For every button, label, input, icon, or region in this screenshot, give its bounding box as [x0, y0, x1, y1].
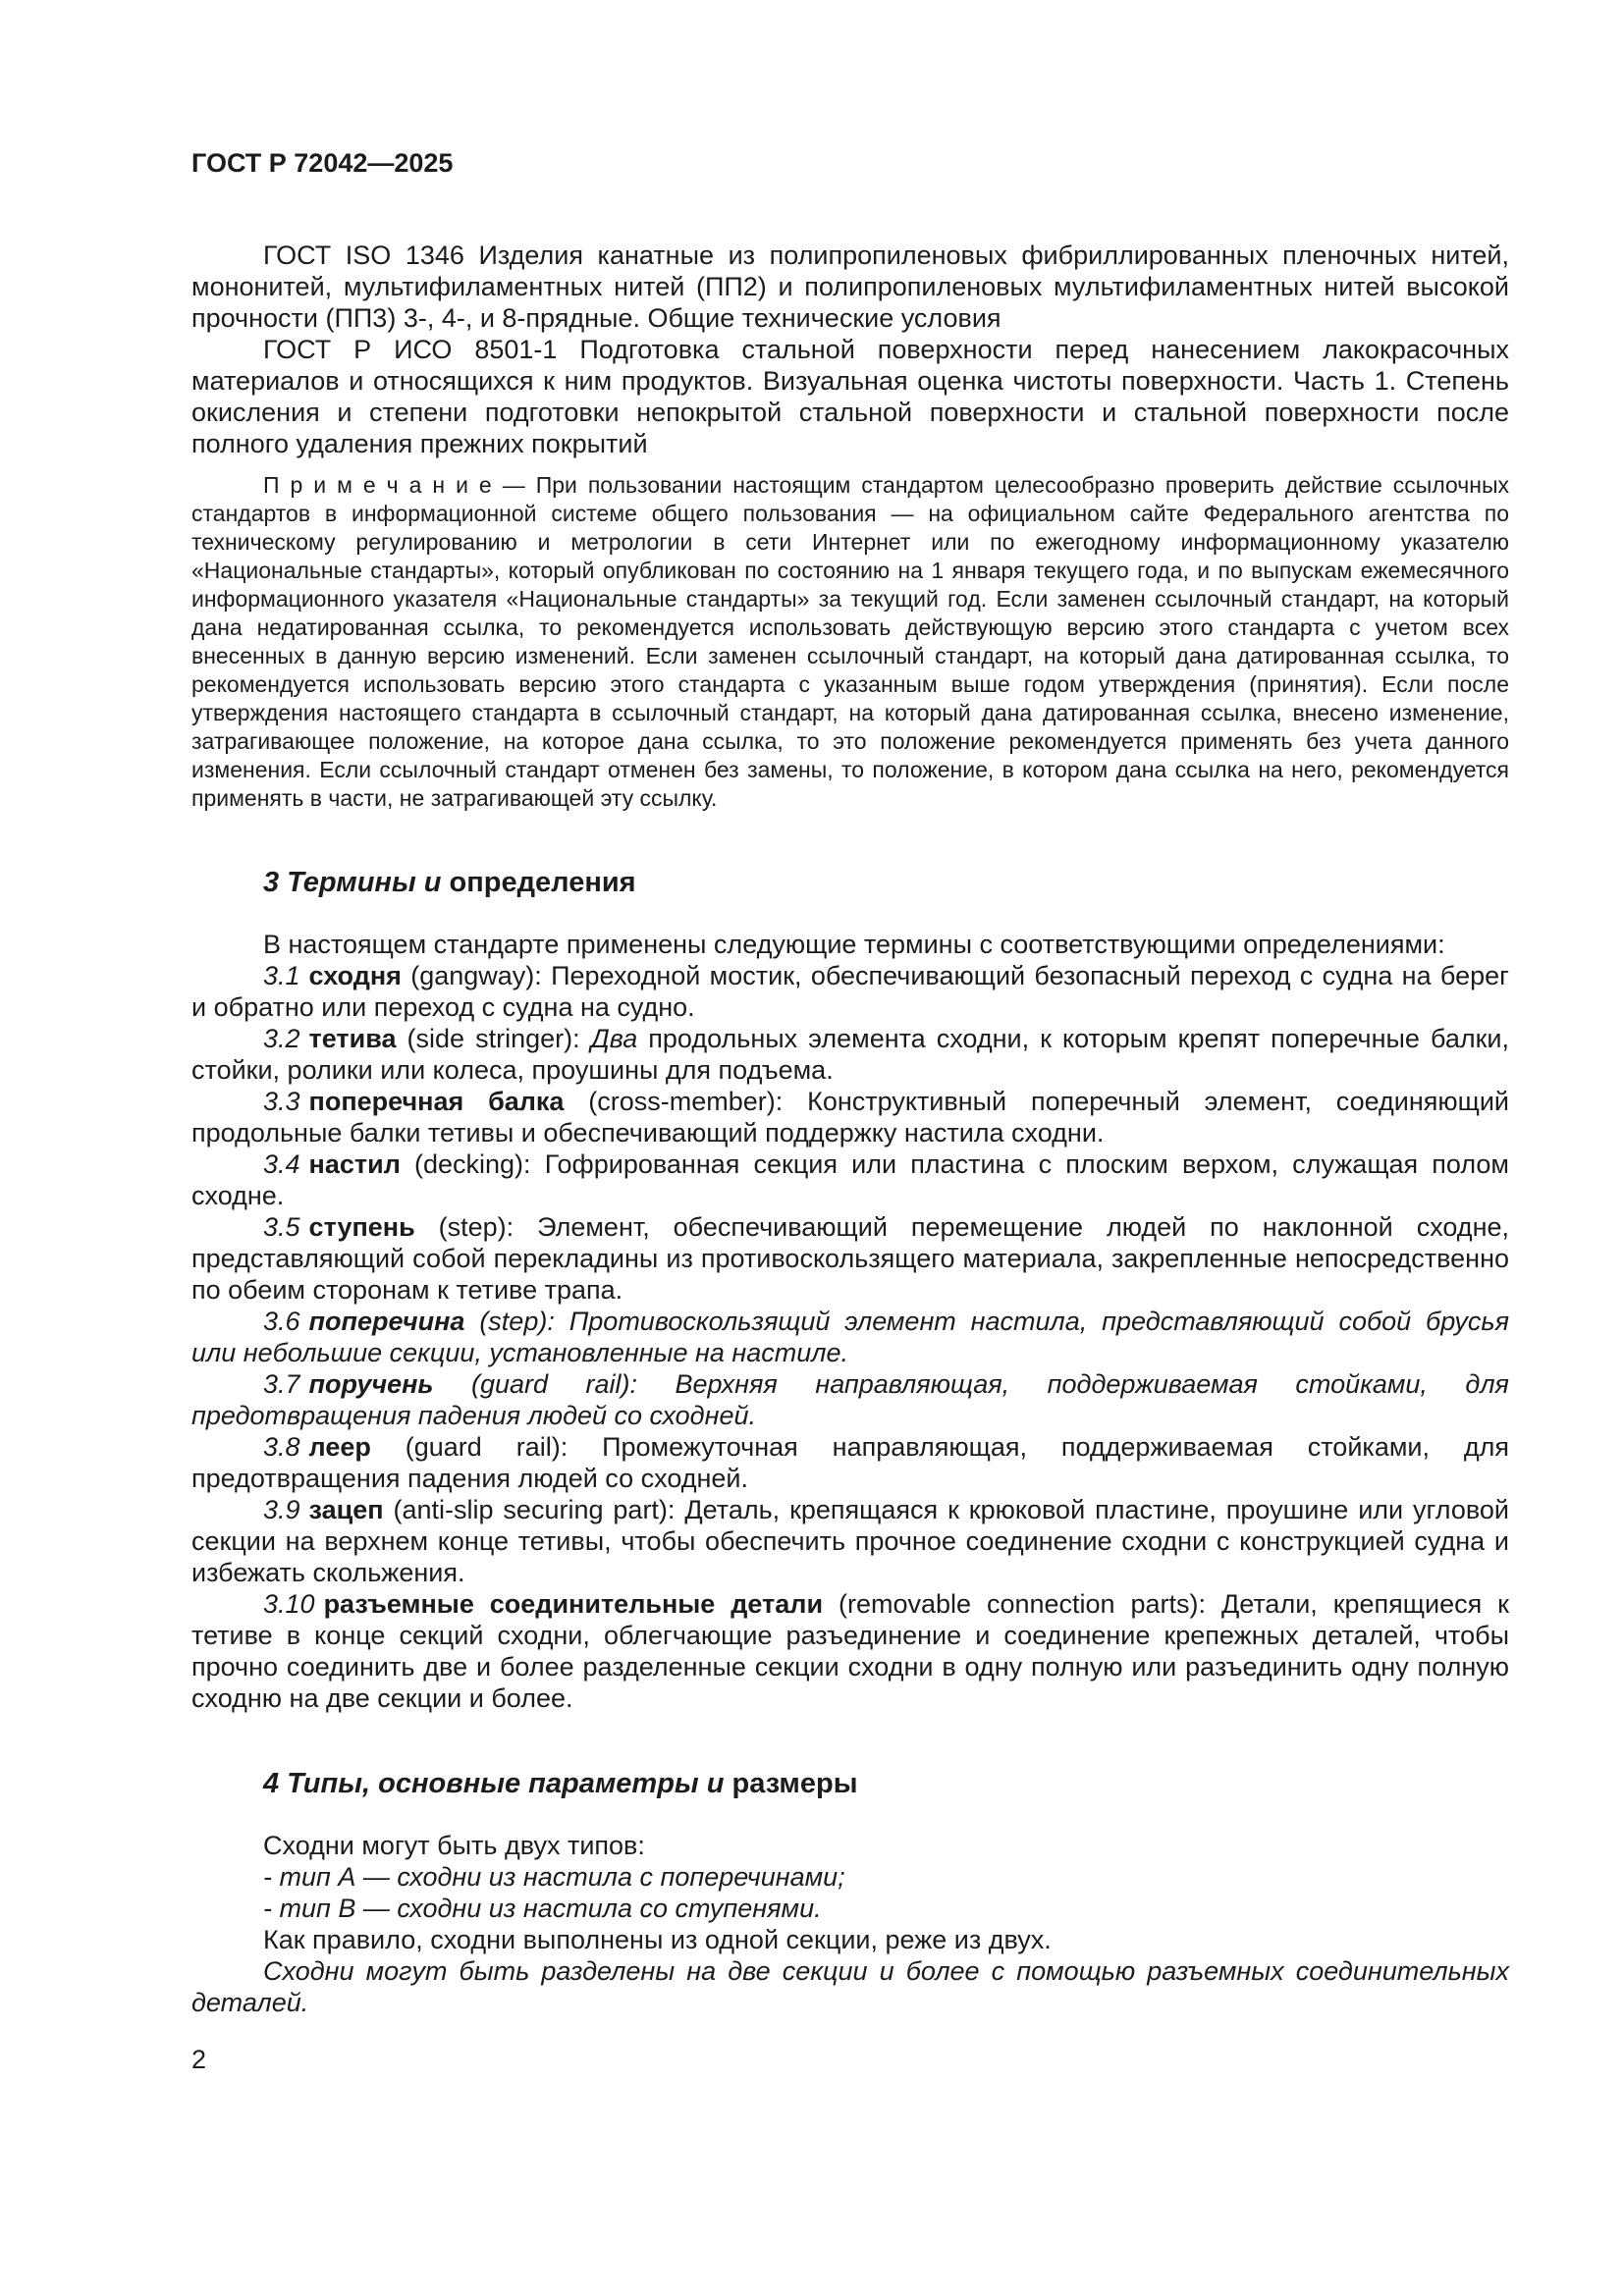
term-english: (decking): — [400, 1149, 545, 1179]
term-definition: продольных элемента сходни, к которым крепят поперечные балки, стойки, ролики или колеса, проушины для подъема. — [191, 1024, 1509, 1085]
section-4-heading-italic-part: 4 Типы, основные параметры и — [263, 1768, 732, 1799]
term-english: (step): — [464, 1307, 569, 1336]
term-name: поперечная балка — [308, 1087, 565, 1116]
term-english: (cross-member): — [564, 1087, 808, 1116]
term-name: зацеп — [308, 1495, 384, 1524]
term-item-3-10 — [191, 1588, 1509, 1714]
section-3-heading-italic-part: 3 Термины и — [263, 867, 450, 898]
term-english: (guard rail): — [433, 1369, 676, 1399]
term-english: (side stringer): — [396, 1024, 591, 1053]
section-4-heading-regular-part: размеры — [731, 1768, 858, 1799]
term-definition: Деталь, крепящаяся к крюковой пластине, проушине или угловой секции на верхнем конце тетивы, чтобы обеспечить прочное соединение сходни с конструкцией судна и избежать скольжения. — [191, 1495, 1510, 1587]
term-definition: Детали, крепящиеся к тетиве в конце секций сходни, облегчающие разъединение и соединение крепежных деталей, чтобы прочно соединить две и более разделенные секции сходни в одну полную или разъединить одну полную сходню на две секции и более. — [191, 1589, 1509, 1713]
term-number: 3.1 — [263, 961, 300, 990]
reference-paragraph-2: ГОСТ Р ИСО 8501-1 Подготовка стальной поверхности перед нанесением лакокрасочных материалов и относящихся к ним продуктов. Визуальная оценка чистоты поверхности. Часть 1. Степень окисления и степени подготовки непокрытой стальной поверхности и стальной поверхности после полного удаления прежних покрытий — [191, 335, 1509, 458]
page-number: 2 — [191, 2045, 207, 2074]
term-definition: Промежуточная направляющая, поддерживаемая стойками, для предотвращения падения людей со сходней. — [191, 1432, 1509, 1493]
term-item-3-1 — [191, 960, 1509, 1023]
term-definition: Элемент, обеспечивающий перемещение людей по наклонной сходне, представляющий собой перекладины из противоскользящего материала, закрепленные непосредственно по обеим сторонам к тетиве трапа. — [191, 1212, 1509, 1305]
term-definition: Конструктивный поперечный элемент, соединяющий продольные балки тетивы и обеспечивающий поддержку настила сходни. — [191, 1087, 1509, 1148]
term-english: (gangway): — [401, 961, 552, 990]
doc-code-header: ГОСТ Р 72042—2025 — [191, 148, 454, 178]
term-item-3-6 — [191, 1306, 1509, 1368]
section-4-heading — [191, 1767, 1509, 1800]
term-definition: Гофрированная секция или пластина с плоским верхом, служащая полом сходне. — [191, 1149, 1509, 1210]
term-item-3-7 — [191, 1368, 1509, 1431]
term-number: 3.9 — [263, 1495, 300, 1524]
term-number: 3.7 — [263, 1369, 300, 1399]
term-english: (guard rail): — [370, 1432, 603, 1462]
term-item-3-8 — [191, 1431, 1509, 1494]
term-name: леер — [308, 1432, 371, 1462]
section-3-heading — [191, 866, 1509, 899]
term-english: (step): — [414, 1212, 538, 1242]
term-number: 3.2 — [263, 1024, 300, 1053]
types-sections-line: Сходни могут быть разделены на две секции и более с помощью разъемных соединительных деталей. — [191, 1956, 1509, 2017]
term-number: 3.8 — [263, 1432, 300, 1462]
reference-paragraph-1: ГОСТ ISO 1346 Изделия канатные из полипропиленовых фибриллированных пленочных нитей, мононитей, мультифиламентных нитей (ПП2) и полипропиленовых мультифиламентных нитей высокой прочности (ПП3) 3-, 4-, и 8-прядные. Общие технические условия — [191, 240, 1509, 333]
term-number: 3.3 — [263, 1087, 300, 1116]
page-content — [191, 147, 1509, 2075]
note-paragraph: П р и м е ч а н и е — При пользовании настоящим стандартом целесообразно проверить действие ссылочных стандартов в информационной системе общего пользования — на официальном сайте Федерального агентства по техническому регулированию и метрологии в сети Интернет или по ежегодному информационному указателю «Национальные стандарты», который опубликован по состоянию на 1 января текущего года, и по выпускам ежемесячного информационного указателя «Национальные стандарты» за текущий год. Если заменен ссылочный стандарт, на который дана недатированная ссылка, то рекомендуется использовать действующую версию этого стандарта с учетом всех внесенных в данную версию изменений. Если заменен ссылочный стандарт, на который дана датированная ссылка, то рекомендуется использовать версию этого стандарта с указанным выше годом утверждения (принятия). Если после утверждения настоящего стандарта в ссылочный стандарт, на который дана датированная ссылка, внесено изменение, затрагивающее положение, на которое дана ссылка, то это положение рекомендуется применять без учета данного изменения. Если ссылочный стандарт отменен без замены, то положение, в котором дана ссылка на него, рекомендуется применять в части, не затрагивающей эту ссылку. — [191, 472, 1509, 811]
term-english: (anti-slip securing part): — [383, 1495, 685, 1524]
term-name: поперечина — [308, 1307, 465, 1336]
types-intro: Сходни могут быть двух типов: — [263, 1831, 645, 1860]
term-number: 3.4 — [263, 1149, 300, 1179]
terms-intro: В настоящем стандарте применены следующие термины с соответствующими определениями: — [263, 930, 1445, 959]
section-3-heading-regular-part: определения — [449, 867, 636, 898]
term-number: 3.5 — [263, 1212, 300, 1242]
term-definition: Противоскользящий элемент настила, представляющий собой брусья или небольшие секции, установленные на настиле. — [191, 1307, 1509, 1367]
term-name: разъемные соединительные детали — [323, 1589, 824, 1619]
term-name: ступень — [308, 1212, 415, 1242]
term-item-3-5 — [191, 1211, 1509, 1306]
term-definition: Верхняя направляющая, поддерживаемая стойками, для предотвращения падения людей со сходней. — [191, 1369, 1509, 1430]
term-item-3-2 — [191, 1023, 1509, 1086]
term-name: поручень — [308, 1369, 434, 1399]
term-number: 3.10 — [263, 1589, 315, 1619]
type-a-item: - тип А — сходни из настила с поперечинами; — [263, 1862, 845, 1892]
types-note-line: Как правило, сходни выполнены из одной секции, реже из двух. — [263, 1925, 1052, 1954]
term-number: 3.6 — [263, 1307, 300, 1336]
term-item-3-9 — [191, 1494, 1509, 1588]
term-definition: Переходной мостик, обеспечивающий безопасный переход с судна на берег и обратно или переход с судна на судно. — [191, 961, 1509, 1022]
term-name: настил — [308, 1149, 401, 1179]
term-item-3-3 — [191, 1086, 1509, 1148]
type-b-item: - тип В — сходни из настила со ступенями. — [263, 1894, 822, 1923]
term-english: (removable connection parts): — [823, 1589, 1221, 1619]
term-name: сходня — [308, 961, 402, 990]
term-item-3-4 — [191, 1148, 1509, 1211]
term-def-lead: Два — [590, 1024, 638, 1053]
term-name: тетива — [308, 1024, 397, 1053]
